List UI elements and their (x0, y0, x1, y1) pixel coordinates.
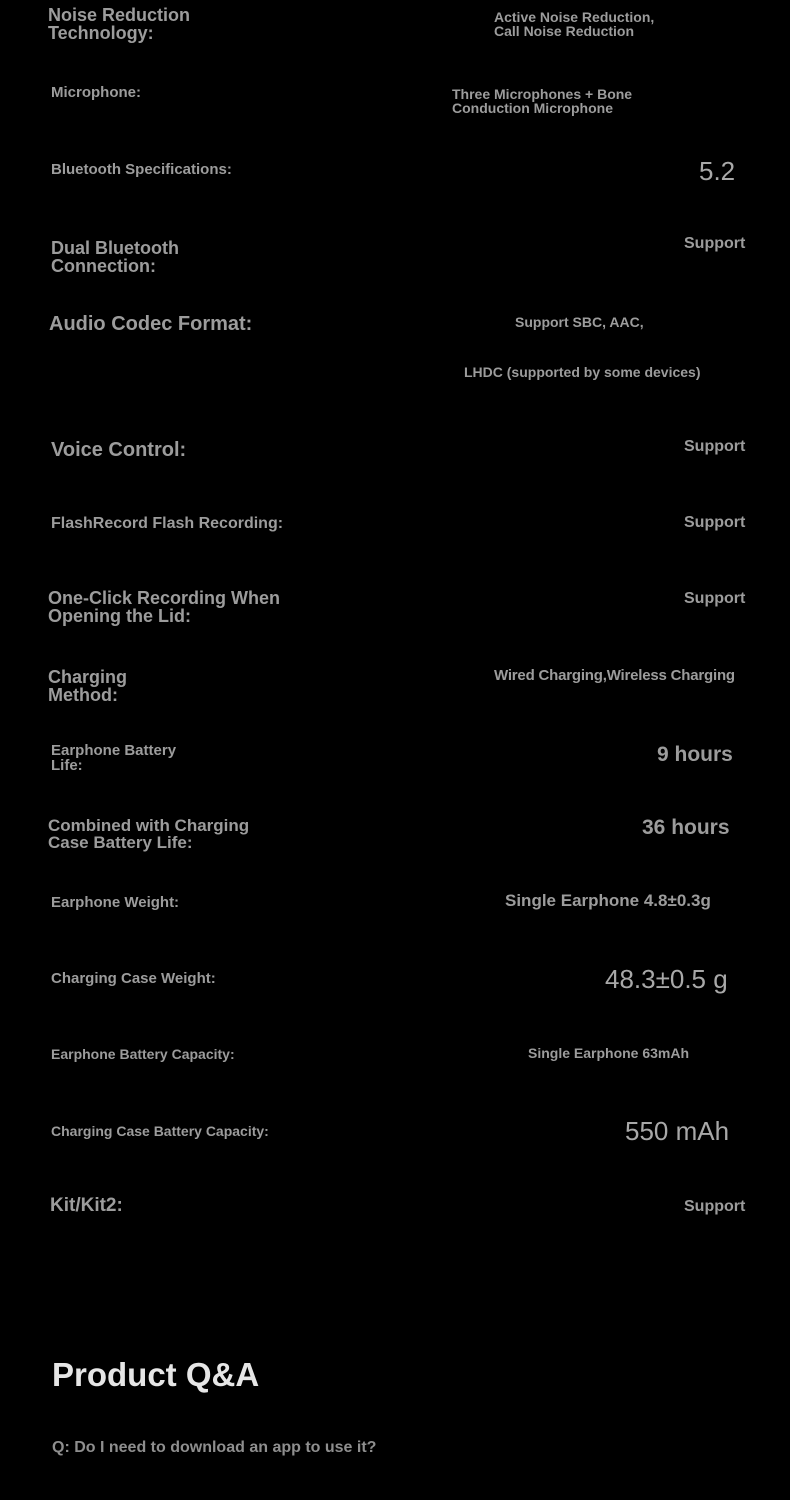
spec-value-dual-bluetooth: Support (684, 235, 746, 252)
spec-value-audio-codec: Support SBC, AAC, (515, 314, 644, 330)
spec-label-bluetooth: Bluetooth Specifications: (51, 161, 232, 178)
spec-value-charging-method: Wired Charging,Wireless Charging (494, 667, 735, 684)
spec-label-microphone: Microphone: (51, 84, 141, 101)
spec-label-voice-control: Voice Control: (51, 439, 187, 461)
spec-label-flashrecord: FlashRecord Flash Recording: (51, 515, 284, 532)
spec-label-earphone-capacity: Earphone Battery Capacity: (51, 1046, 235, 1062)
spec-value-combined-battery-life: 36 hours (642, 816, 730, 839)
spec-label-noise-reduction: Noise Reduction Technology: (48, 5, 191, 43)
spec-value-earphone-battery-life: 9 hours (657, 743, 733, 766)
spec-value-noise-reduction: Active Noise Reduction, Call Noise Reduction (494, 9, 655, 39)
spec-value-earphone-weight: Single Earphone 4.8±0.3g (505, 891, 711, 910)
qa-question: Q: Do I need to download an app to use it? (52, 1439, 377, 1456)
spec-value-earphone-capacity: Single Earphone 63mAh (528, 1045, 690, 1061)
spec-label-kit: Kit/Kit2: (50, 1195, 123, 1216)
spec-label-one-click-recording: One-Click Recording When Opening the Lid: (48, 588, 281, 626)
spec-label-earphone-weight: Earphone Weight: (51, 894, 180, 911)
spec-label-case-capacity: Charging Case Battery Capacity: (51, 1123, 269, 1139)
spec-label-audio-codec: Audio Codec Format: (49, 313, 253, 335)
qa-section-title: Product Q&A (52, 1356, 260, 1393)
spec-value-case-capacity: 550 mAh (625, 1116, 730, 1146)
spec-value-case-weight: 48.3±0.5 g (605, 964, 728, 994)
spec-value-microphone: Three Microphones + Bone Conduction Microphone (452, 86, 633, 116)
spec-row-noise-reduction (0, 0, 790, 1)
spec-value-voice-control: Support (684, 438, 746, 455)
spec-value-one-click-recording: Support (684, 590, 746, 607)
spec-value-audio-codec-note: LHDC (supported by some devices) (464, 364, 701, 380)
spec-label-case-weight: Charging Case Weight: (51, 970, 216, 987)
spec-value-kit: Support (684, 1198, 746, 1215)
spec-value-flashrecord: Support (684, 514, 746, 531)
spec-label-earphone-battery-life: Earphone Battery Life: (51, 742, 177, 774)
spec-label-dual-bluetooth: Dual Bluetooth Connection: (51, 238, 179, 276)
spec-label-charging-method: Charging Method: (48, 667, 127, 705)
spec-value-bluetooth: 5.2 (699, 156, 736, 186)
spec-label-combined-battery-life: Combined with Charging Case Battery Life: (48, 816, 250, 852)
